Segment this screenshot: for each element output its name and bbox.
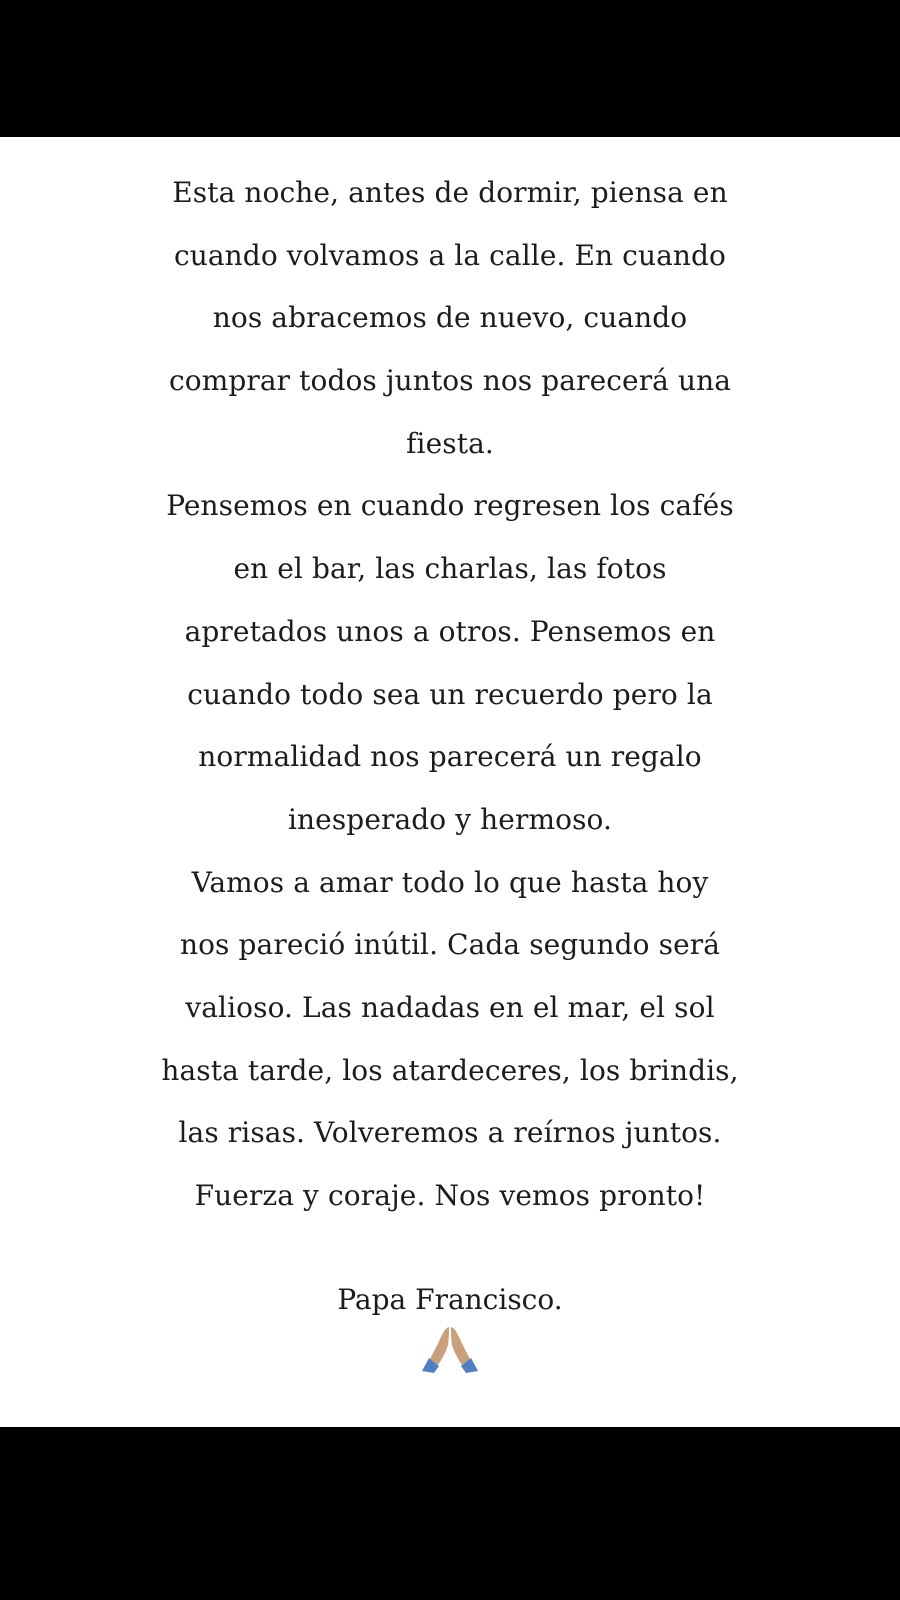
message-line: cuando volvamos a la calle. En cuando	[173, 238, 727, 272]
bottom-black-bar	[0, 1427, 900, 1600]
message-line: Vamos a amar todo lo que hasta hoy	[191, 865, 709, 899]
message-line: cuando todo sea un recuerdo pero la	[187, 677, 713, 711]
message-line: nos pareció inútil. Cada segundo será	[179, 928, 721, 962]
message-line: Pensemos en cuando regresen los cafés	[166, 489, 734, 523]
signature: Papa Francisco.	[337, 1283, 563, 1316]
praying-hands-icon-right-hand	[451, 1327, 470, 1365]
message-line: inesperado y hermoso.	[287, 802, 613, 836]
message-line: comprar todos juntos nos parecerá una	[168, 364, 732, 398]
message-card	[0, 137, 900, 1427]
message-line: nos abracemos de nuevo, cuando	[212, 301, 688, 335]
message-line: en el bar, las charlas, las fotos	[233, 552, 667, 586]
message-text	[140, 162, 760, 1228]
message-line: Fuerza y coraje. Nos vemos pronto!	[194, 1179, 706, 1212]
message-line: las risas. Volveremos a reírnos juntos.	[178, 1116, 722, 1150]
message-line: Esta noche, antes de dormir, piensa en	[172, 176, 728, 209]
message-line: valioso. Las nadadas en el mar, el sol	[185, 990, 715, 1024]
top-black-bar	[0, 0, 900, 137]
message-line: normalidad nos parecerá un regalo	[198, 740, 702, 774]
praying-hands-icon-left-hand	[430, 1327, 449, 1365]
praying-hands-icon	[418, 1325, 482, 1375]
message-line: hasta tarde, los atardeceres, los brindis,	[161, 1053, 739, 1087]
message-line: fiesta.	[406, 426, 494, 460]
message-line: apretados unos a otros. Pensemos en	[184, 614, 716, 648]
